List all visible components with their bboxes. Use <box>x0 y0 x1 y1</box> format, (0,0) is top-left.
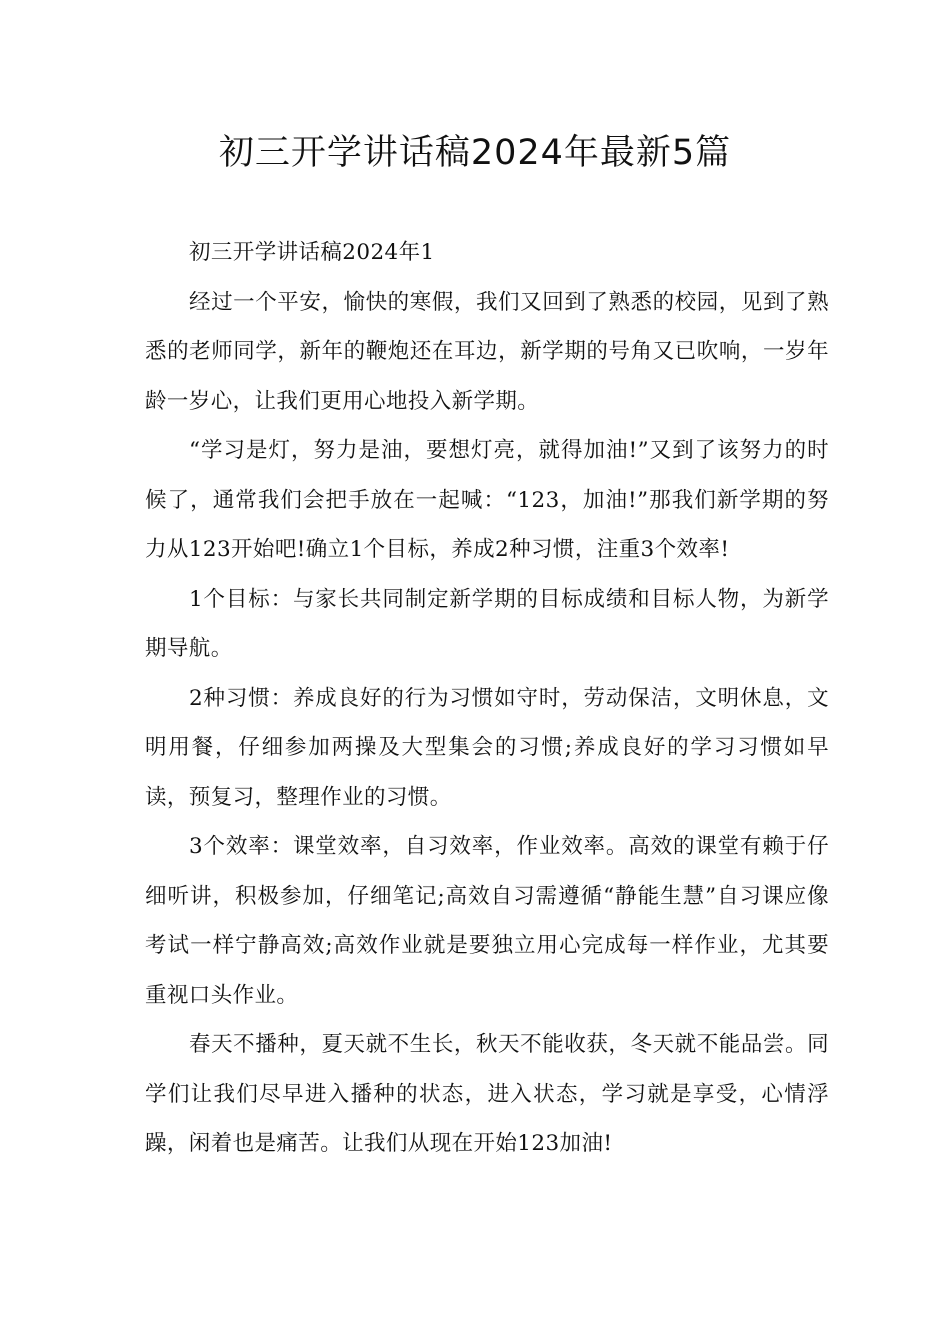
paragraph: 2种习惯：养成良好的行为习惯如守时，劳动保洁，文明休息，文明用餐，仔细参加两操及大型集会的习惯;养成良好的学习习惯如早读，预复习，整理作业的习惯。 <box>145 685 829 810</box>
paragraph: 1个目标：与家长共同制定新学期的目标成绩和目标人物，为新学期导航。 <box>145 586 829 661</box>
paragraph: “学习是灯，努力是油，要想灯亮，就得加油!”又到了该努力的时候了，通常我们会把手放在一起喊：“123，加油!”那我们新学期的努力从123开始吧!确立1个目标，养成2种习惯，注重3个效率! <box>145 438 829 562</box>
document-title: 初三开学讲话稿2024年最新5篇 <box>218 133 732 173</box>
section-heading: 初三开学讲话稿2024年1 <box>189 240 435 265</box>
paragraph: 经过一个平安，愉快的寒假，我们又回到了熟悉的校园，见到了熟悉的老师同学，新年的鞭炮还在耳边，新学期的号角又已吹响，一岁年龄一岁心，让我们更用心地投入新学期。 <box>145 289 829 414</box>
paragraph: 3个效率：课堂效率，自习效率，作业效率。高效的课堂有赖于仔细听讲，积极参加，仔细笔记;高效自习需遵循“静能生慧”自习课应像考试一样宁静高效;高效作业就是要独立用心完成每一样作业，尤其要重视口头作业。 <box>145 834 829 1008</box>
document-body <box>145 228 829 1169</box>
paragraph: 春天不播种，夏天就不生长，秋天不能收获，冬天就不能品尝。同学们让我们尽早进入播种的状态，进入状态，学习就是享受，心情浮躁，闲着也是痛苦。让我们从现在开始123加油! <box>145 1032 829 1156</box>
